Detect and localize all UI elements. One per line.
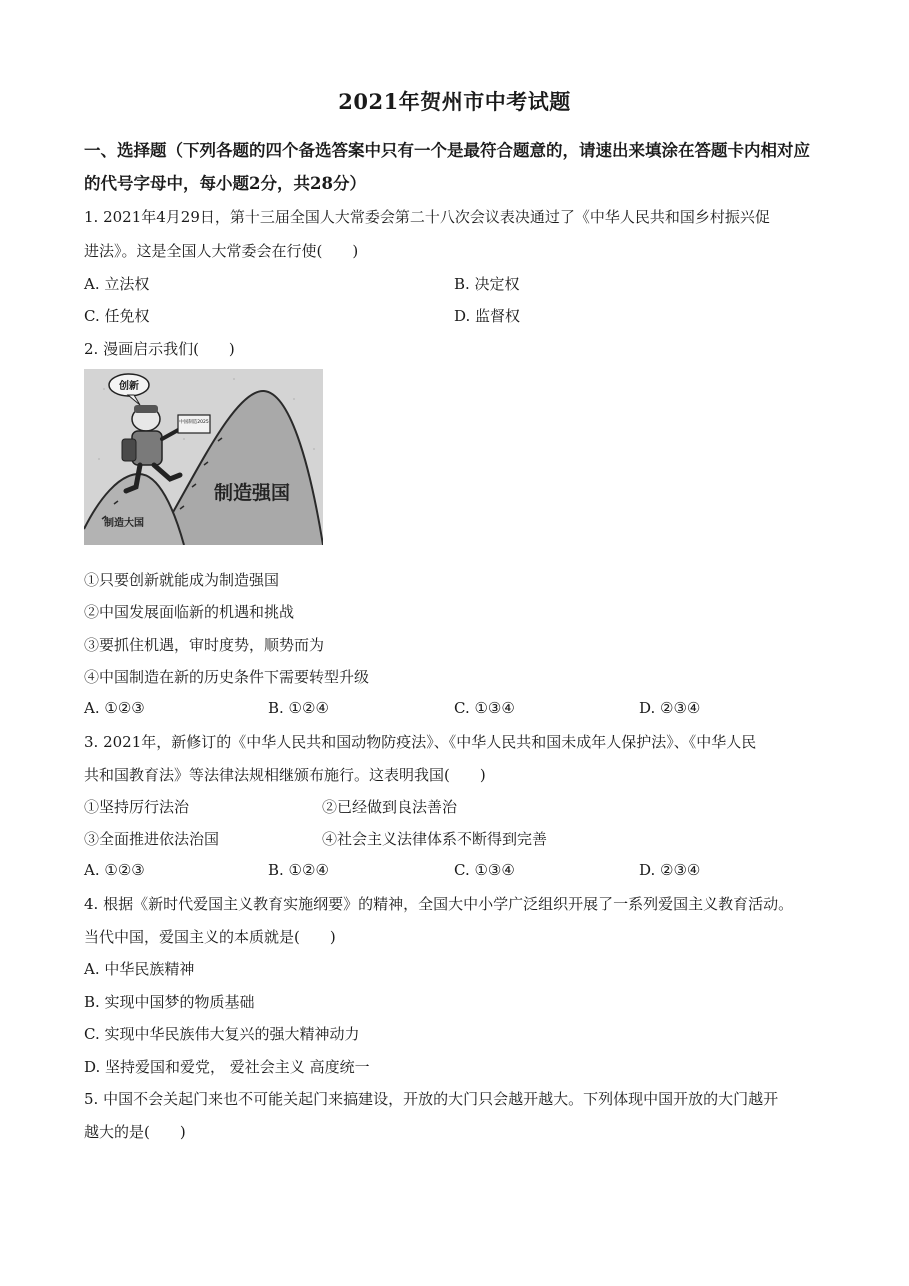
q2-statement-1: ①只要创新就能成为制造强国 bbox=[84, 571, 280, 589]
q2-stem: 2. 漫画启示我们( ) bbox=[84, 340, 235, 358]
q4-option-a: A. 中华民族精神 bbox=[84, 960, 195, 978]
page-title: 2021年贺州市中考试题 bbox=[338, 89, 571, 114]
q2-statement-3: ③要抓住机遇，审时度势，顺势而为 bbox=[84, 636, 325, 654]
q3-statement-2: ②已经做到良法善治 bbox=[322, 798, 458, 816]
q3-stem-line1: 3. 2021年，新修订的《中华人民共和国动物防疫法》、《中华人民共和国未成年人保护法》、《中华人民 bbox=[84, 733, 757, 751]
q1-stem-line1: 1. 2021年4月29日，第十三届全国人大常委会第二十八次会议表决通过了《中华人民共和国乡村振兴促 bbox=[84, 208, 770, 226]
q4-option-c: C. 实现中华民族伟大复兴的强大精神动力 bbox=[84, 1025, 360, 1043]
q2-statement-4: ④中国制造在新的历史条件下需要转型升级 bbox=[84, 668, 370, 686]
q1-option-c: C. 任免权 bbox=[84, 307, 150, 325]
q4-stem-line2: 当代中国，爱国主义的本质就是( ) bbox=[84, 928, 336, 946]
comic-bubble-text: 创新 bbox=[119, 381, 139, 392]
q3-statement-3: ③全面推进依法治国 bbox=[84, 830, 220, 848]
q3-option-d: D. ②③④ bbox=[639, 861, 701, 879]
q4-option-d: D. 坚持爱国和爱党， 爱社会主义 高度统一 bbox=[84, 1058, 370, 1076]
q2-statement-2: ②中国发展面临新的机遇和挑战 bbox=[84, 603, 295, 621]
q1-option-a: A. 立法权 bbox=[84, 275, 150, 293]
q4-option-b: B. 实现中国梦的物质基础 bbox=[84, 993, 255, 1011]
section-heading: 一、选择题（下列各题的四个备选答案中只有一个是最符合题意的，请速出来填涂在答题卡内相对应的代号字母中，每小题2分，共28分） bbox=[84, 141, 810, 193]
q1-stem-line2: 进法》。这是全国人大常委会在行使( ) bbox=[84, 242, 359, 260]
q3-option-a: A. ①②③ bbox=[84, 861, 145, 879]
comic-sign-text: 中国制造2025 bbox=[179, 420, 209, 425]
comic-big-label: 制造强国 bbox=[213, 482, 291, 504]
comic-image bbox=[84, 369, 323, 545]
q3-statement-4: ④社会主义法律体系不断得到完善 bbox=[322, 830, 548, 848]
q2-option-d: D. ②③④ bbox=[639, 699, 701, 717]
q3-option-c: C. ①③④ bbox=[454, 861, 515, 879]
q2-option-a: A. ①②③ bbox=[84, 699, 145, 717]
q2-option-b: B. ①②④ bbox=[268, 699, 329, 717]
q5-stem-line1: 5. 中国不会关起门来也不可能关起门来搞建设，开放的大门只会越开越大。下列体现中国开放的大门越开 bbox=[84, 1090, 779, 1108]
q2-option-c: C. ①③④ bbox=[454, 699, 515, 717]
q5-stem-line2: 越大的是( ) bbox=[84, 1123, 186, 1141]
q3-option-b: B. ①②④ bbox=[268, 861, 329, 879]
q3-statement-1: ①坚持厉行法治 bbox=[84, 798, 190, 816]
q1-option-d: D. 监督权 bbox=[454, 307, 521, 325]
q3-stem-line2: 共和国教育法》等法律法规相继颁布施行。这表明我国( ) bbox=[84, 766, 486, 784]
comic-small-label: 制造大国 bbox=[104, 518, 144, 529]
q4-stem-line1: 4. 根据《新时代爱国主义教育实施纲要》的精神，全国大中小学广泛组织开展了一系列爱国主义教育活动。 bbox=[84, 895, 794, 913]
q1-option-b: B. 决定权 bbox=[454, 275, 520, 293]
